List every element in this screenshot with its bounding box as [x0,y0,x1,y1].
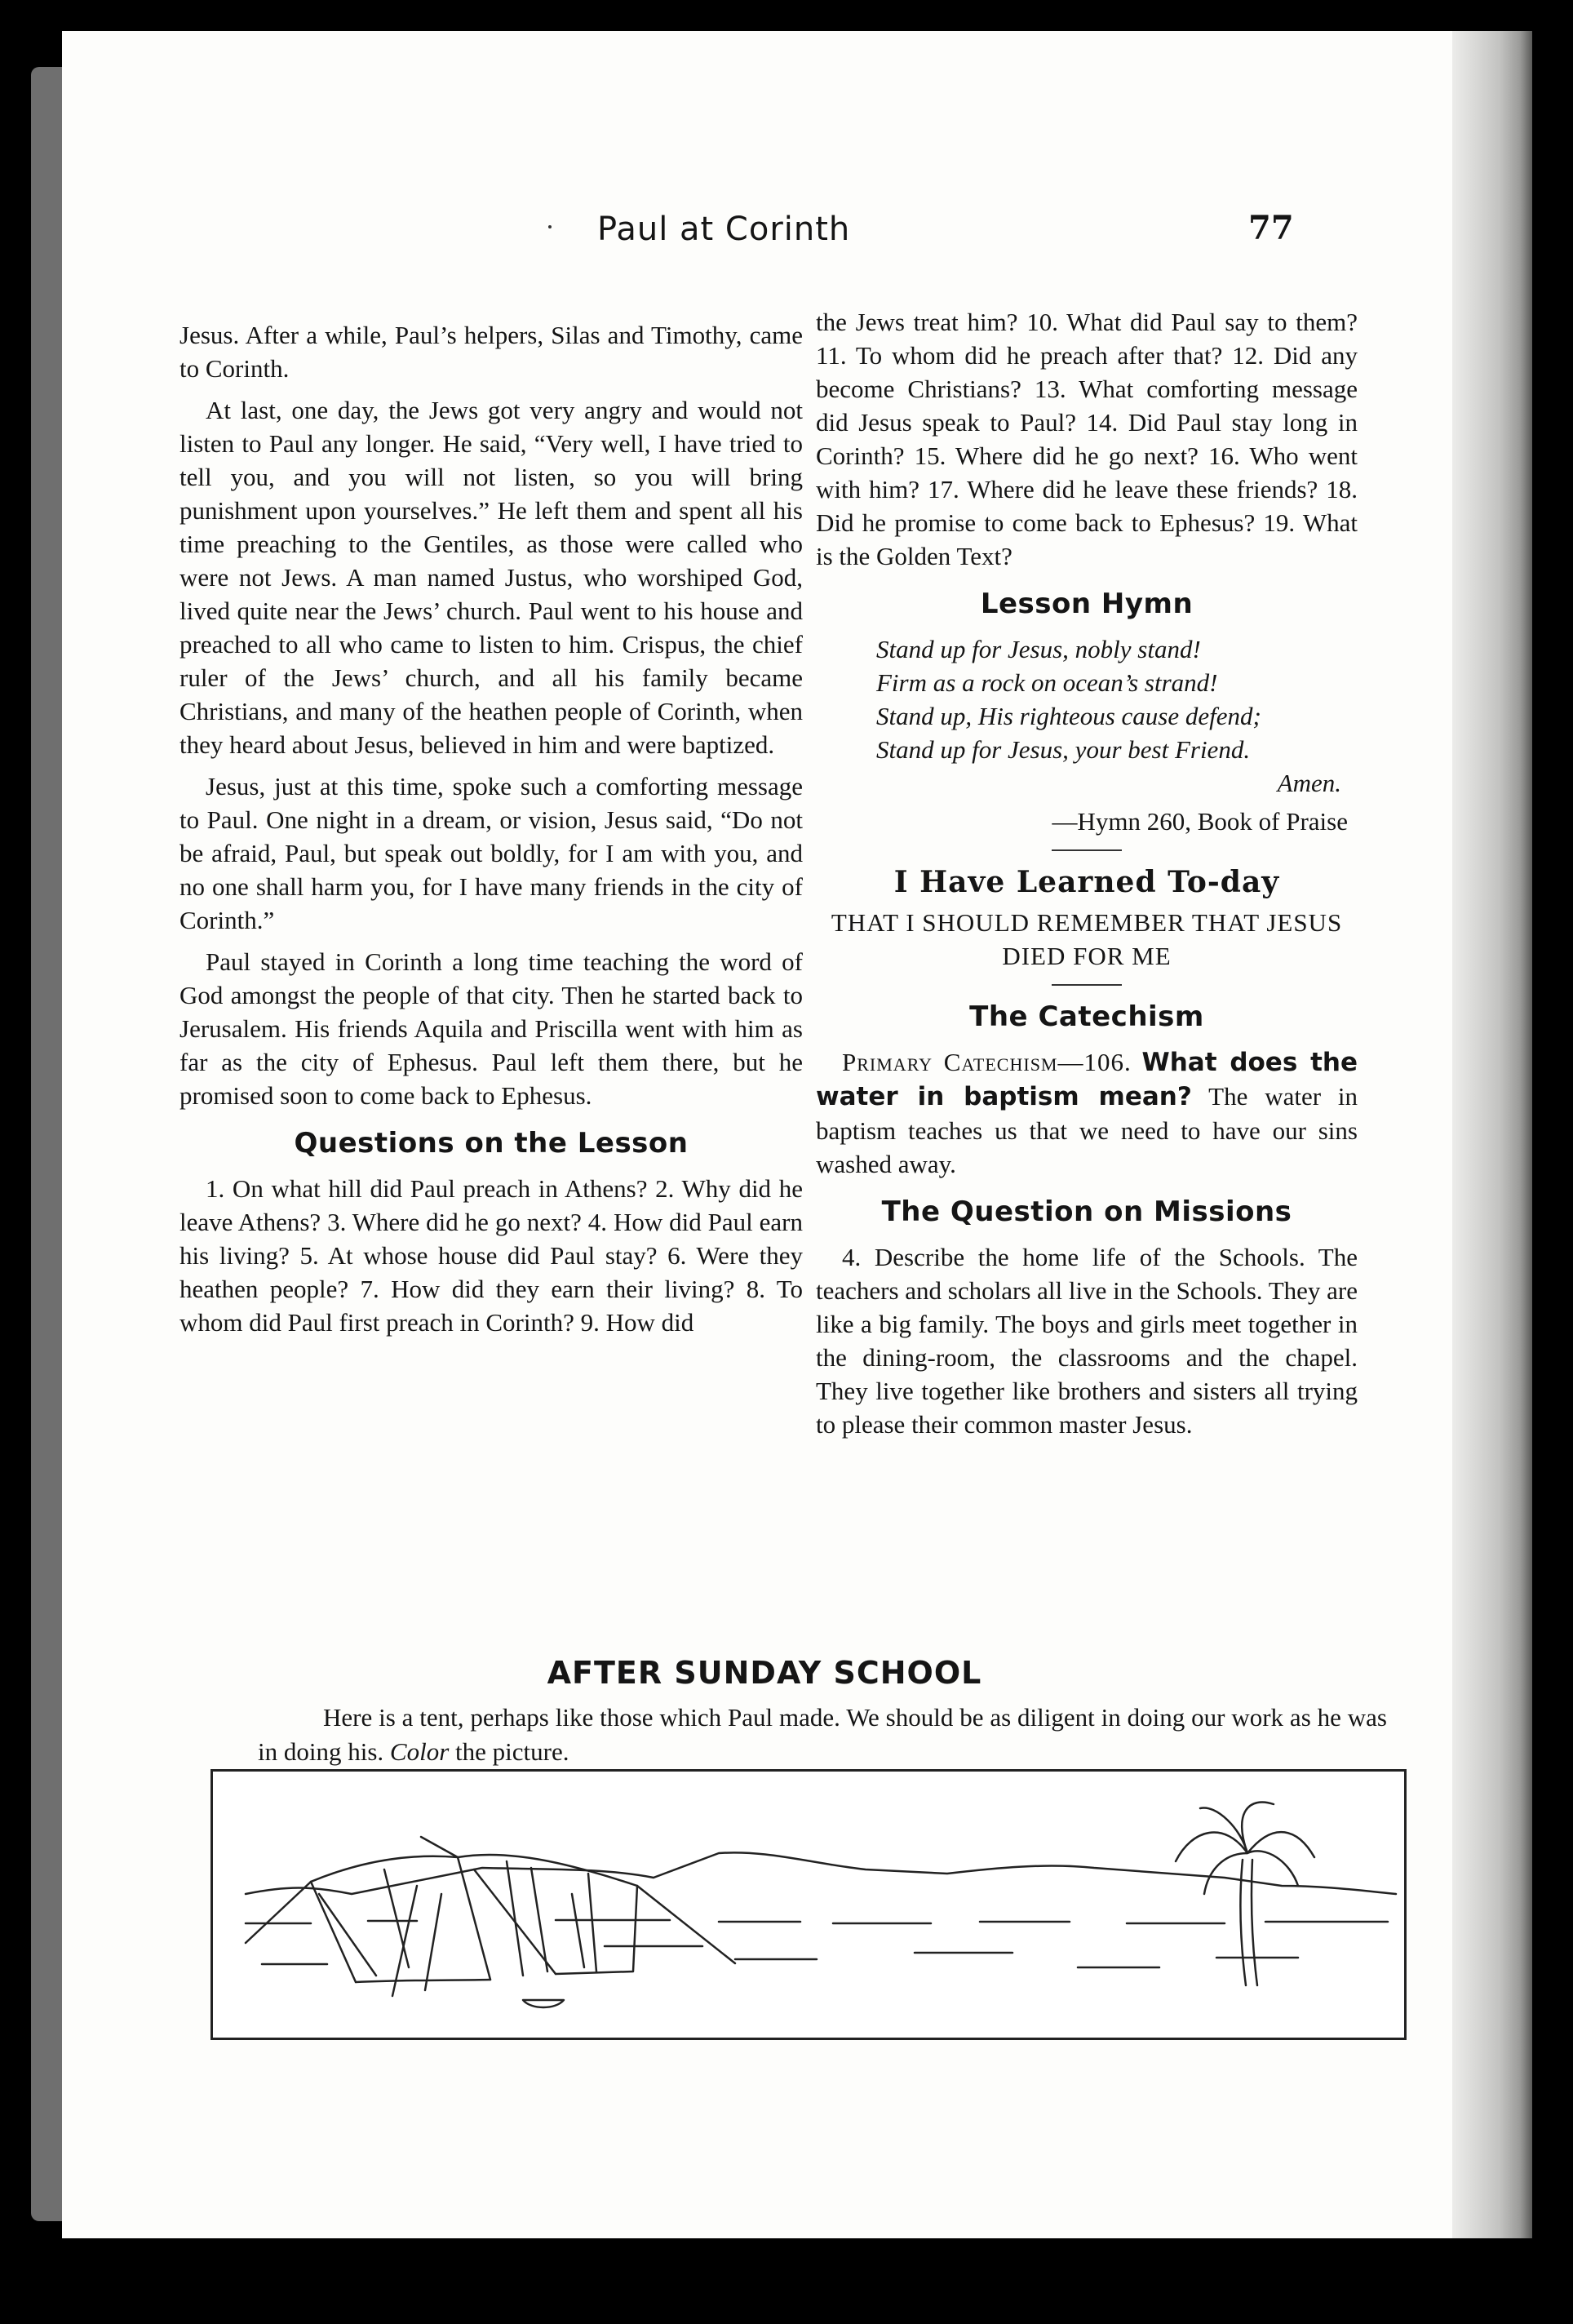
paragraph-1: Jesus. After a while, Paul’s helpers, Silas and Timothy, came to Corinth. [179,321,803,383]
tent-base [356,1980,490,1982]
hymn-line: Stand up for Jesus, your best Friend. [876,735,1251,764]
hymn-line: Stand up for Jesus, nobly stand! [876,635,1201,663]
paragraph-3: Jesus, just at this time, spoke such a comforting message to Paul. One night in a dream, or vision, Jesus said, “Do not be afraid, Paul, but speak out boldly, for I am with you, and no one shall harm you, for I have many friends in the city of Corinth.” [179,772,803,934]
tent-front-right [458,1857,556,1980]
hymn-line: Firm as a rock on ocean’s strand! [876,668,1218,697]
missions-heading: The Question on Missions [881,1195,1292,1228]
after-school-text-end: the picture. [455,1737,569,1766]
tent-coloring-picture [210,1769,1407,2040]
learned-heading: I Have Learned To-day [893,865,1280,899]
divider-rule [1052,984,1122,986]
catechism-body [816,1045,1358,1181]
page-title: Paul at Corinth [597,211,851,248]
learned-text: THAT I SHOULD REMEMBER THAT JESUS DIED FOR ME [831,908,1343,970]
ground-lines [262,1946,1298,1967]
questions-continued: the Jews treat him? 10. What did Paul say to them? 11. To whom did he preach after that? 12. Did any become Christians? 13. What comforting message did Jesus speak to Paul? 14. Did Paul stay long in Corinth? 15. Where did he go next? 16. Who went with him? 17. Where did he leave these friends? 18. Did he promise to come back to Ephesus? 19. What is the Golden Text? [816,308,1358,570]
page-number: 77 [1248,209,1294,247]
distant-hills [246,1852,1396,1894]
book-binding [31,67,65,2221]
after-school-text-start: Here is a tent, perhaps like those which Paul made. We should be as diligent in doing our work as he was in doing his. [258,1703,1387,1766]
paragraph-2: At last, one day, the Jews got very angry and would not listen to Paul any longer. He said, “Very well, I have tried to tell you, and you will not listen, so you will bring punishment upon yourselves.” He left them and spent all his time preaching to the Gentiles, as those were called who were not Jews. A man named Justus, who worshiped God, lived quite near the Jews’ church. Paul went to his house and preached to all who came to listen to him. Crispus, the chief ruler of the Jews’ church, and all his family became Christians, and many of the heathen people of Corinth, when they heard about Jesus, believed in him and were baptized. [179,396,803,759]
hymn-reference: —Hymn 260, Book of Praise [1052,807,1348,836]
tent-front-left [311,1882,376,1982]
questions-heading: Questions on the Lesson [294,1127,689,1160]
after-school-heading: AFTER SUNDAY SCHOOL [547,1655,982,1691]
hymn-verse [876,632,1358,766]
catechism-question: What does the water in baptism mean? [816,1048,1358,1111]
page-edges [1452,31,1532,2238]
catechism-heading: The Catechism [969,1000,1204,1033]
catechism-label: Primary Catechism—106. [842,1048,1132,1076]
hymn-amen: Amen. [1277,769,1341,797]
hymn-line: Stand up, His righteous cause defend; [876,702,1261,730]
palm-trunk [1240,1860,1257,1985]
paragraph-4: Paul stayed in Corinth a long time teaching the word of God amongst the people of that city. Then he started back to Jerusalem. His friends Aquila and Priscilla went with him as far as the city of Ephesus. Paul left them there, but he promised soon to come back to Ephesus. [179,947,803,1110]
after-school-text [258,1701,1387,1769]
tent-drawing [213,1772,1404,2038]
after-school-text-italic: Color [389,1737,450,1766]
questions-text: 1. On what hill did Paul preach in Athens? 2. Why did he leave Athens? 3. Where did he go next? 4. How did Paul earn his living? 5. At whose house did Paul stay? 6. Were they heathen people? 7. How did they earn their living? 8. To whom did Paul first preach in Corinth? 9. How did [179,1174,803,1337]
tent-folds [384,1861,596,1976]
left-column [179,318,803,1347]
missions-text: 4. Describe the home life of the Schools. The teachers and scholars all live in the Schools. They are like a big family. The boys and girls meet together in the dining-room, the classrooms and the chapel. They live together like brothers and sisters all trying to please their common master Jesus. [816,1243,1358,1439]
header-dot [548,225,552,228]
divider-rule [1052,849,1122,851]
hymn-heading: Lesson Hymn [980,588,1194,620]
catechism-answer: The water in baptism teaches us that we need to have our sins washed away. [816,1082,1358,1178]
horizon-line [246,1920,1388,1923]
right-column [816,305,1358,1449]
bowl [523,2000,564,2007]
book-page [62,31,1467,2238]
